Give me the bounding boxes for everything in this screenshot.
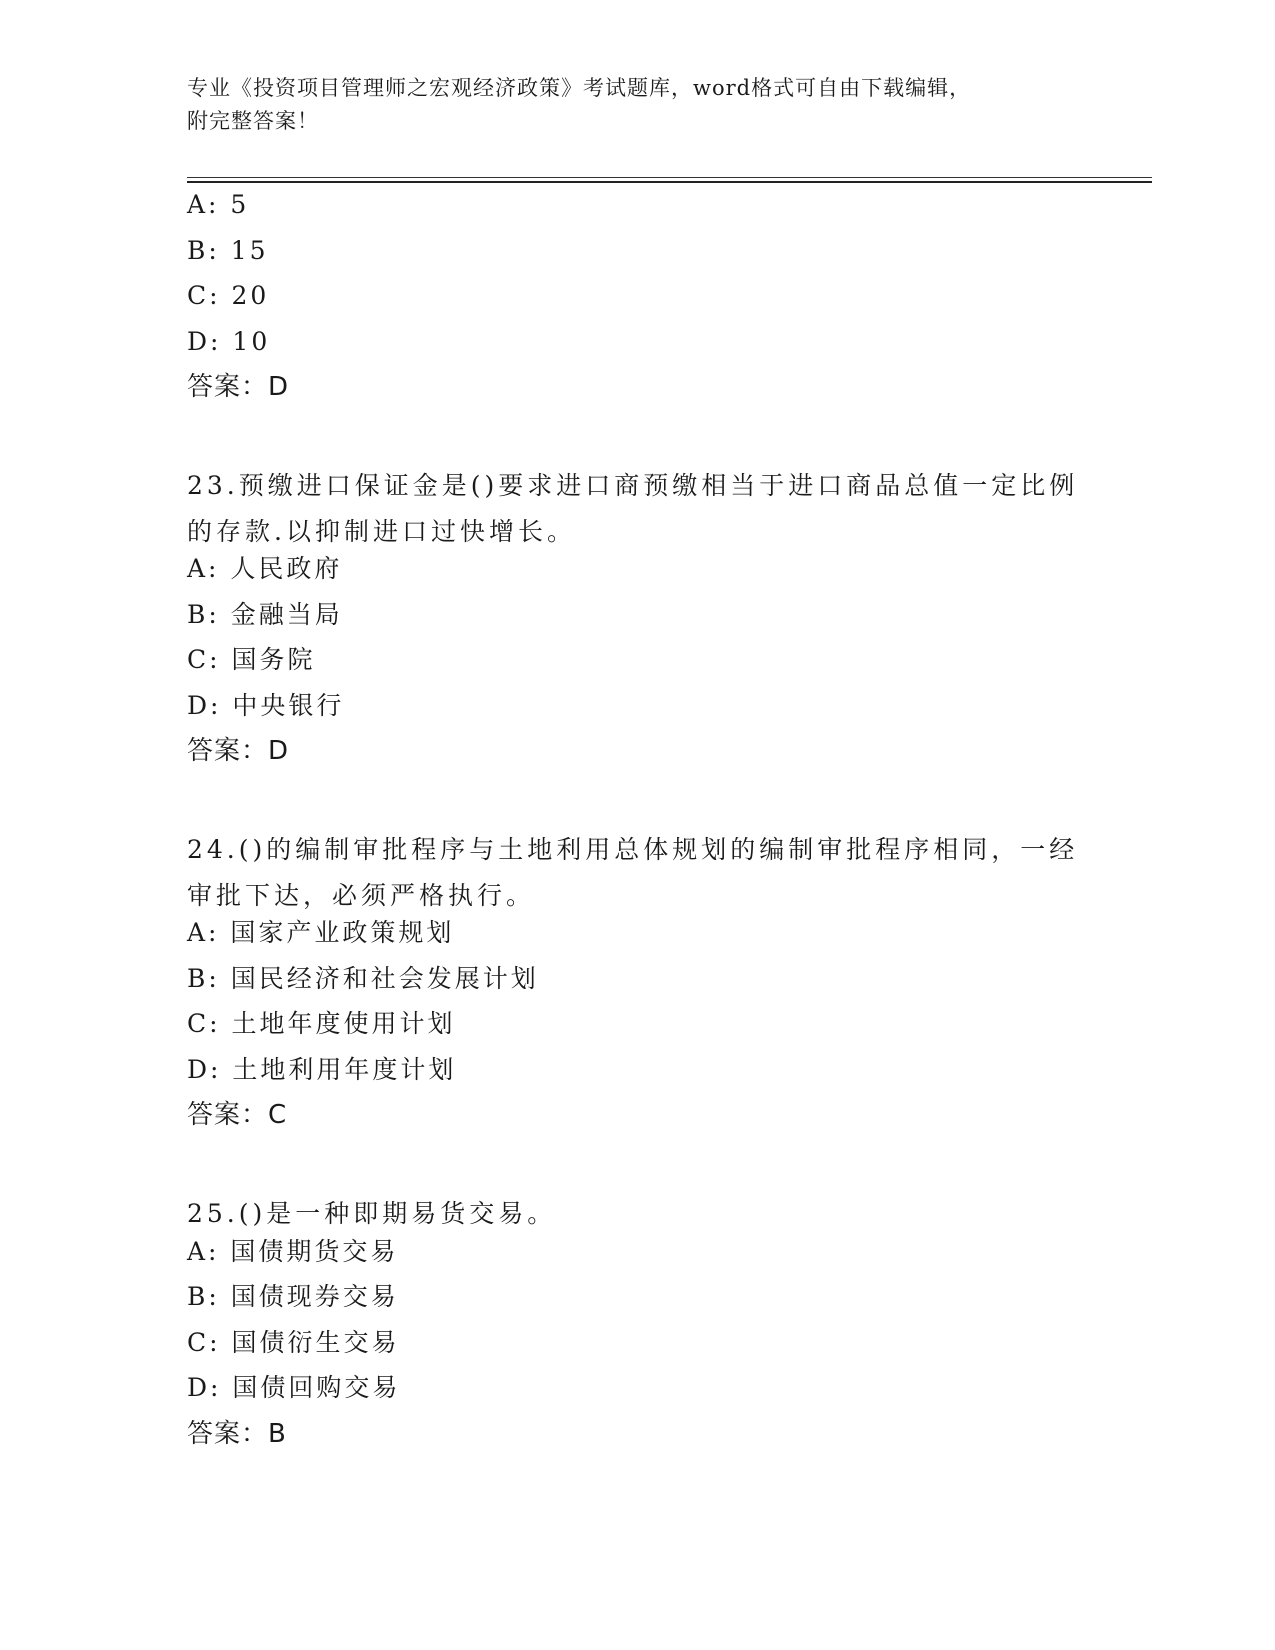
- question-text-line-1: 23.预缴进口保证金是()要求进口商预缴相当于进口商品总值一定比例: [187, 471, 1079, 500]
- question-22-options: [187, 190, 1087, 418]
- question-text-line-2: 的存款.以抑制进口过快增长。: [187, 516, 576, 546]
- option-a: A: 5: [187, 190, 250, 219]
- option-d: D: 国债回购交易: [187, 1373, 401, 1402]
- option-a: A: 人民政府: [187, 554, 343, 583]
- option-c: C: 20: [187, 281, 270, 310]
- question-23: [187, 463, 1087, 782]
- option-d: D: 10: [187, 326, 271, 356]
- header-line-1: 专业《投资项目管理师之宏观经济政策》考试题库，word格式可自由下载编辑，: [187, 76, 972, 100]
- option-b: B: 金融当局: [187, 599, 343, 629]
- option-b: B: 国债现券交易: [187, 1282, 399, 1311]
- document-header: [187, 72, 1067, 138]
- question-text-line-2: 审批下达，必须严格执行。: [187, 880, 536, 910]
- header-rule-thick: [187, 181, 1152, 183]
- answer: 答案：B: [187, 1418, 287, 1449]
- question-text-line-1: 24.()的编制审批程序与土地利用总体规划的编制审批程序相同，一经: [187, 835, 1079, 864]
- document-body: [187, 190, 1087, 1465]
- question-text-line-1: 25.()是一种即期易货交易。: [187, 1199, 557, 1228]
- option-c: C: 国务院: [187, 645, 316, 674]
- answer: 答案：D: [187, 372, 290, 402]
- header-rule-thin: [187, 177, 1152, 178]
- option-c: C: 国债衍生交易: [187, 1327, 400, 1357]
- header-line-2: 附完整答案！: [187, 109, 319, 133]
- option-a: A: 国债期货交易: [187, 1236, 399, 1266]
- option-b: B: 国民经济和社会发展计划: [187, 963, 539, 993]
- answer: 答案：D: [187, 736, 290, 766]
- option-d: D: 中央银行: [187, 690, 345, 720]
- option-b: B: 15: [187, 235, 269, 265]
- option-a: A: 国家产业政策规划: [187, 918, 455, 947]
- answer: 答案：C: [187, 1100, 288, 1130]
- question-25: [187, 1191, 1087, 1465]
- option-d: D: 土地利用年度计划: [187, 1054, 457, 1084]
- question-24: [187, 827, 1087, 1146]
- option-c: C: 土地年度使用计划: [187, 1009, 456, 1038]
